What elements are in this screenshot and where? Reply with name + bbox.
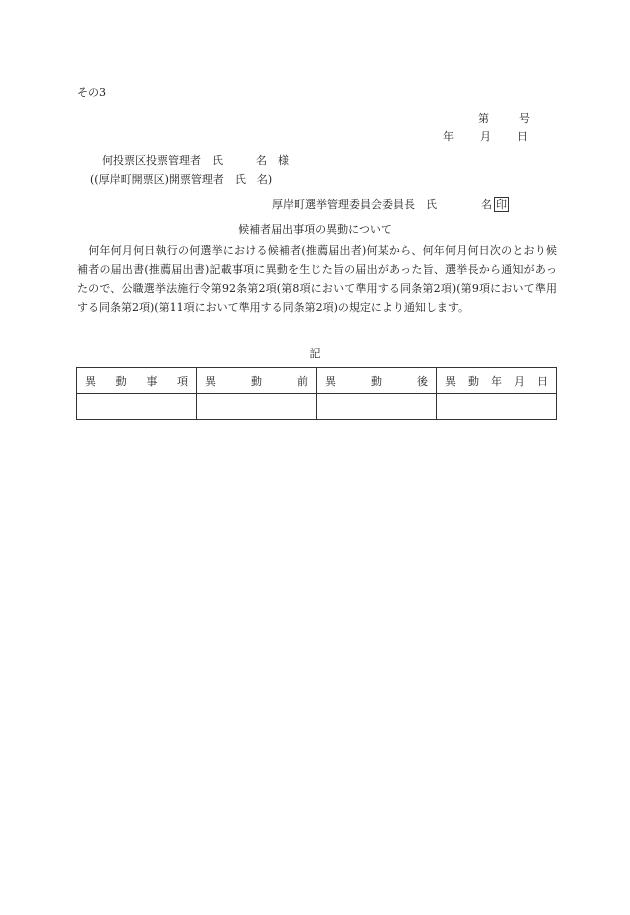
header-char: 動 [251,374,262,388]
reference-number [478,110,530,126]
header-change-date [437,368,557,394]
ref-no-suffix: 号 [519,112,530,125]
header-before-change [197,368,317,394]
header-char: 項 [176,374,188,388]
header-char: 異 [325,374,336,388]
table-row [77,394,557,420]
header-after-change [317,368,437,394]
body-paragraph: 何年何月何日執行の何選挙における候補者(推薦届出者)何某から、何年何月何日次のとおり候補者の届出書(推薦届出書)記載事項に異動を生じた旨の届出があった旨、選挙長から通知があったので、公職選挙法施行令第92条第2項(第8項において準用する同条第2項)(第9項において準用する同条第2項)(第11項において準用する同条第2項)の規定により通知します。 [77,244,557,314]
header-char: 動 [115,374,127,388]
cell-change-date [437,394,557,420]
header-char: 異 [85,374,96,388]
document-title: 候補者届出事項の異動について [238,223,392,236]
header-char: 動 [468,374,479,388]
date-month: 月 [480,130,491,143]
table-header-row [77,368,557,394]
cell-change-item [77,394,197,420]
header-char: 前 [297,374,308,388]
header-char: 動 [371,374,382,388]
sender-name: 厚岸町選挙管理委員会委員長 氏 名 [272,198,492,211]
header-char: 月 [514,374,525,388]
change-table [76,367,557,420]
cell-before-change [197,394,317,420]
seal-mark: 印 [496,198,507,211]
addressee-line-1: 何投票区投票管理者 氏 名 様 [102,154,289,167]
date-year: 年 [443,130,454,143]
ki-heading: 記 [309,347,321,360]
ref-no-prefix: 第 [478,112,489,125]
header-char: 異 [445,374,456,388]
header-char: 後 [417,374,428,388]
header-char: 異 [205,374,216,388]
document-number: その3 [77,86,106,99]
header-char: 日 [537,374,548,388]
sender-line [272,196,509,212]
cell-after-change [317,394,437,420]
issue-date [443,128,528,144]
addressee-line-2: ((厚岸町開票区)開票管理者 氏 名) [90,173,273,186]
header-char: 年 [491,374,502,388]
header-change-item [77,368,197,394]
date-day: 日 [517,130,528,143]
header-char: 事 [146,374,158,388]
